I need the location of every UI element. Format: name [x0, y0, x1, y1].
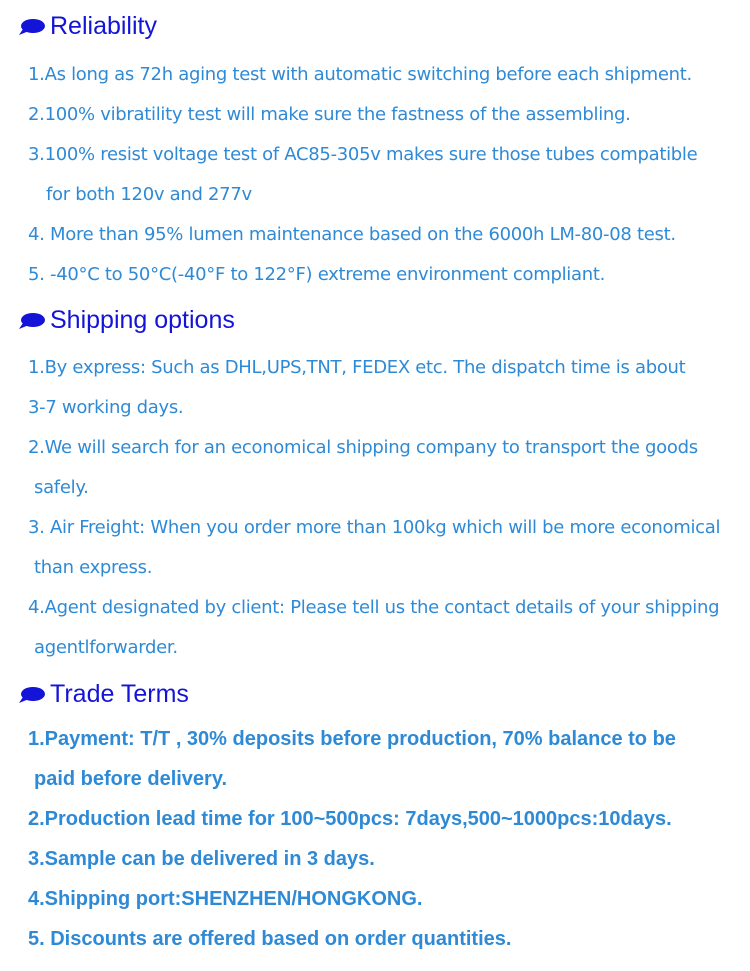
list-item: 1.Payment: T/T , 30% deposits before production, 70% balance to be — [28, 728, 676, 750]
list-item: 3. Air Freight: When you order more than 100kg which will be more economical — [28, 517, 721, 538]
speech-bubble-icon — [18, 17, 46, 37]
section-title-trade-terms — [18, 680, 189, 709]
list-item: 3.Sample can be delivered in 3 days. — [28, 848, 375, 870]
list-item: 5. -40°C to 50°C(-40°F to 122°F) extreme environment compliant. — [28, 264, 606, 285]
list-item: 2.Production lead time for 100~500pcs: 7days,500~1000pcs:10days. — [28, 808, 672, 830]
list-item: 4.Shipping port:SHENZHEN/HONGKONG. — [28, 888, 423, 910]
speech-bubble-icon — [18, 311, 46, 331]
list-item: 5. Discounts are offered based on order quantities. — [28, 928, 512, 950]
section-title-shipping-options — [18, 306, 235, 335]
speech-bubble-icon — [18, 685, 46, 705]
list-item: 2.100% vibratility test will make sure the fastness of the assembling. — [28, 104, 631, 125]
list-item: 1.By express: Such as DHL,UPS,TNT, FEDEX etc. The dispatch time is about — [28, 357, 686, 378]
list-item-continuation: safely. — [34, 477, 89, 498]
list-item: 4. More than 95% lumen maintenance based on the 6000h LM-80-08 test. — [28, 224, 676, 245]
list-item-continuation: paid before delivery. — [34, 768, 228, 790]
list-item-continuation: 3-7 working days. — [28, 397, 184, 418]
section-heading: Trade Terms — [50, 680, 189, 708]
section-heading: Reliability — [50, 12, 157, 40]
section-heading: Shipping options — [50, 306, 235, 334]
list-item: 3.100% resist voltage test of AC85-305v makes sure those tubes compatible — [28, 144, 698, 165]
list-item-continuation: than express. — [34, 557, 153, 578]
list-item: 4.Agent designated by client: Please tell us the contact details of your shipping — [28, 597, 720, 618]
section-title-reliability — [18, 12, 157, 41]
list-item-continuation: for both 120v and 277v — [46, 184, 252, 205]
list-item: 2.We will search for an economical shipping company to transport the goods — [28, 437, 698, 458]
list-item-continuation: agentlforwarder. — [34, 637, 178, 658]
list-item: 1.As long as 72h aging test with automatic switching before each shipment. — [28, 64, 692, 85]
